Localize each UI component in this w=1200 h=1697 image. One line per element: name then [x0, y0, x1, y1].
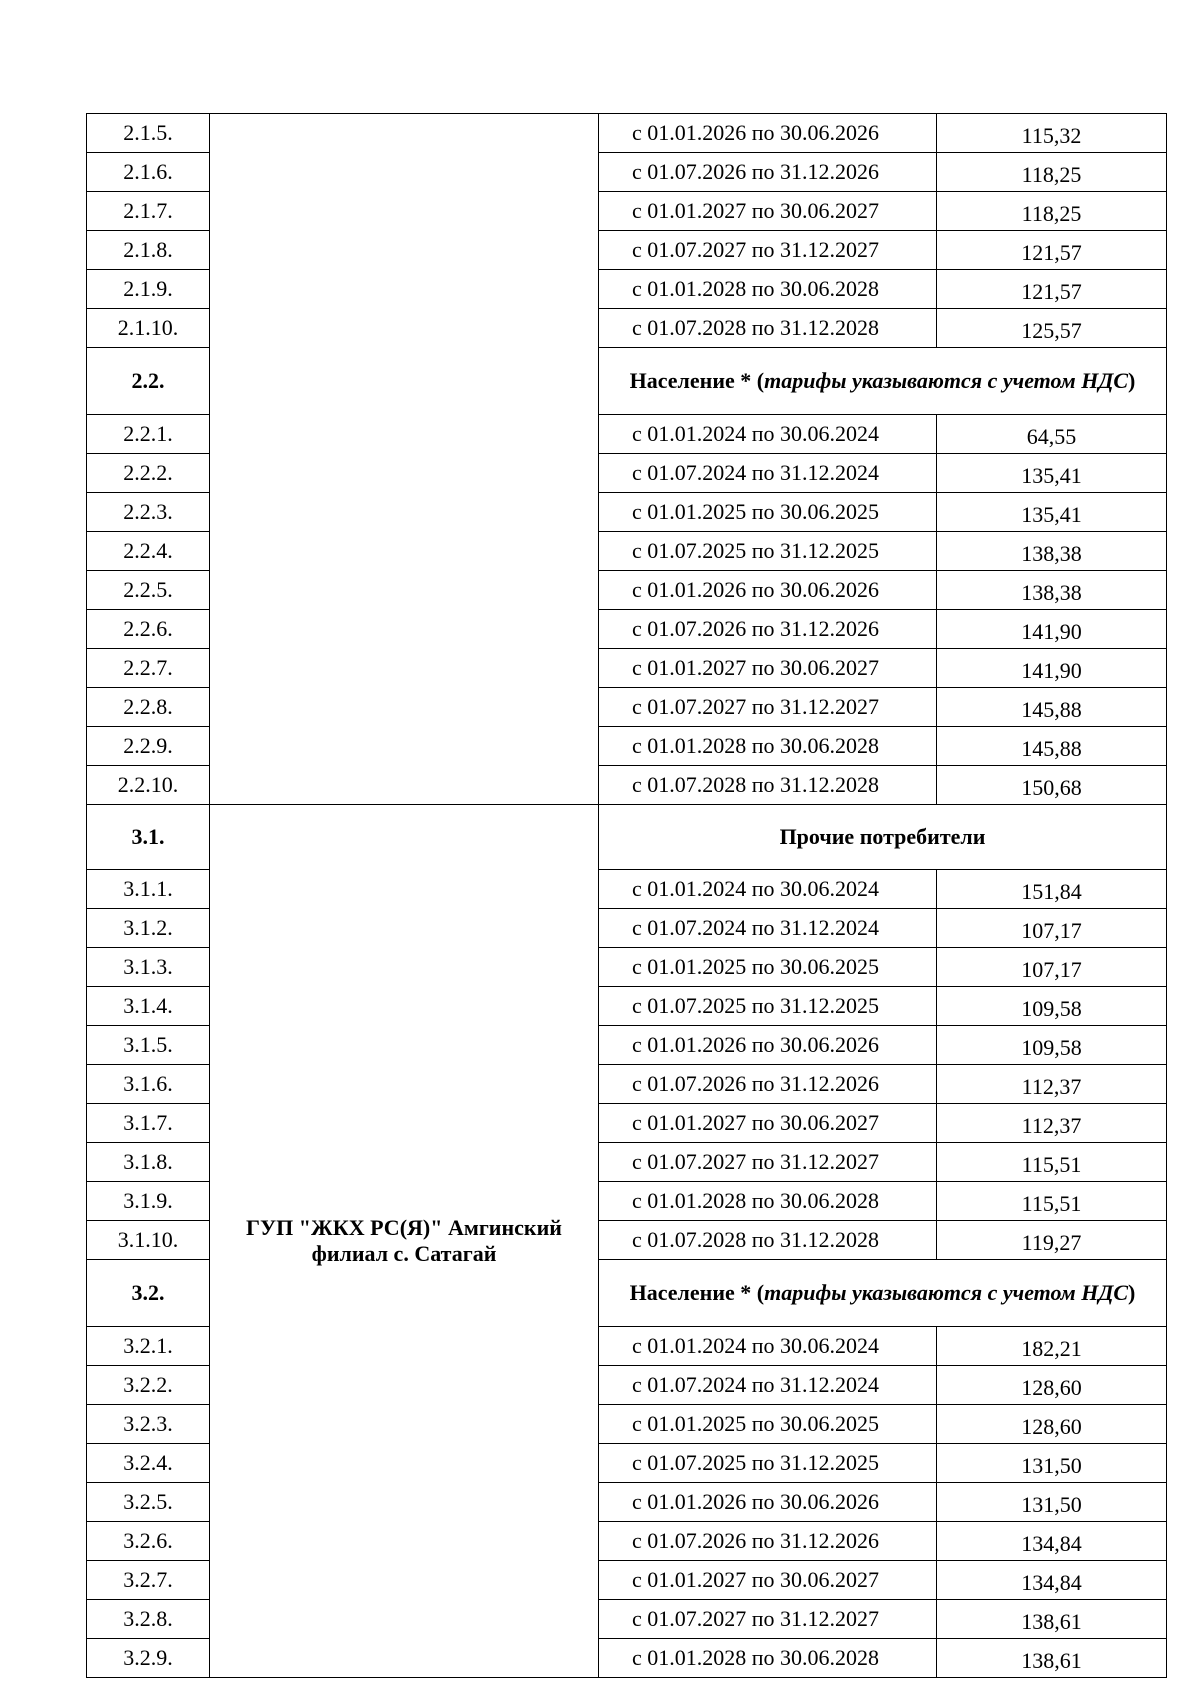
period-cell: с 01.01.2025 по 30.06.2025 — [599, 1405, 937, 1444]
row-number: 3.2.7. — [87, 1561, 210, 1600]
tariff-value: 134,84 — [937, 1522, 1167, 1561]
row-number: 3.2.9. — [87, 1639, 210, 1678]
section-header-row — [87, 805, 1167, 870]
tariff-value: 107,17 — [937, 909, 1167, 948]
tariff-value: 107,17 — [937, 948, 1167, 987]
tariff-value: 138,38 — [937, 571, 1167, 610]
row-number: 3.1.6. — [87, 1065, 210, 1104]
section-title-italic: тарифы указываются с учетом НДС — [764, 1280, 1129, 1305]
tariff-table — [86, 113, 1167, 1678]
tariff-value: 138,61 — [937, 1600, 1167, 1639]
tariff-value: 131,50 — [937, 1483, 1167, 1522]
period-cell: с 01.07.2024 по 31.12.2024 — [599, 454, 937, 493]
period-cell: с 01.01.2027 по 30.06.2027 — [599, 192, 937, 231]
tariff-value: 151,84 — [937, 870, 1167, 909]
tariff-value: 145,88 — [937, 688, 1167, 727]
tariff-value: 109,58 — [937, 987, 1167, 1026]
tariff-value: 112,37 — [937, 1065, 1167, 1104]
period-cell: с 01.07.2026 по 31.12.2026 — [599, 153, 937, 192]
period-cell: с 01.07.2026 по 31.12.2026 — [599, 610, 937, 649]
row-number: 2.1.7. — [87, 192, 210, 231]
row-number: 3.1.8. — [87, 1143, 210, 1182]
section-title-bold: Население * ( — [629, 368, 765, 393]
tariff-value: 182,21 — [937, 1327, 1167, 1366]
tariff-value: 119,27 — [937, 1221, 1167, 1260]
period-cell: с 01.01.2025 по 30.06.2025 — [599, 493, 937, 532]
row-number: 3.1.2. — [87, 909, 210, 948]
tariff-value: 145,88 — [937, 727, 1167, 766]
row-number: 2.2.1. — [87, 415, 210, 454]
period-cell: с 01.01.2028 по 30.06.2028 — [599, 1182, 937, 1221]
row-number: 2.2.6. — [87, 610, 210, 649]
period-cell: с 01.01.2028 по 30.06.2028 — [599, 1639, 937, 1678]
tariff-value: 141,90 — [937, 649, 1167, 688]
tariff-value: 138,61 — [937, 1639, 1167, 1678]
period-cell: с 01.01.2026 по 30.06.2026 — [599, 114, 937, 153]
period-cell: с 01.07.2028 по 31.12.2028 — [599, 309, 937, 348]
tariff-value: 135,41 — [937, 454, 1167, 493]
row-number: 3.2.6. — [87, 1522, 210, 1561]
tariff-value: 128,60 — [937, 1366, 1167, 1405]
period-cell: с 01.07.2027 по 31.12.2027 — [599, 231, 937, 270]
section-number: 3.2. — [87, 1260, 210, 1327]
row-number: 2.1.9. — [87, 270, 210, 309]
tariff-value: 109,58 — [937, 1026, 1167, 1065]
row-number: 3.1.5. — [87, 1026, 210, 1065]
section-title-italic: тарифы указываются с учетом НДС — [764, 368, 1129, 393]
tariff-value: 115,51 — [937, 1143, 1167, 1182]
row-number: 3.1.9. — [87, 1182, 210, 1221]
row-number: 2.1.5. — [87, 114, 210, 153]
tariff-value: 118,25 — [937, 192, 1167, 231]
tariff-value: 131,50 — [937, 1444, 1167, 1483]
row-number: 3.2.5. — [87, 1483, 210, 1522]
period-cell: с 01.07.2024 по 31.12.2024 — [599, 909, 937, 948]
period-cell: с 01.07.2027 по 31.12.2027 — [599, 1600, 937, 1639]
tariff-value: 115,32 — [937, 114, 1167, 153]
section-title — [599, 348, 1167, 415]
row-number: 3.1.10. — [87, 1221, 210, 1260]
period-cell: с 01.07.2028 по 31.12.2028 — [599, 766, 937, 805]
row-number: 3.1.1. — [87, 870, 210, 909]
period-cell: с 01.01.2027 по 30.06.2027 — [599, 649, 937, 688]
table-row — [87, 114, 1167, 153]
row-number: 2.1.8. — [87, 231, 210, 270]
row-number: 2.1.10. — [87, 309, 210, 348]
row-number: 2.2.9. — [87, 727, 210, 766]
period-cell: с 01.07.2024 по 31.12.2024 — [599, 1366, 937, 1405]
section-number: 3.1. — [87, 805, 210, 870]
row-number: 2.2.8. — [87, 688, 210, 727]
period-cell: с 01.07.2027 по 31.12.2027 — [599, 1143, 937, 1182]
period-cell: с 01.07.2025 по 31.12.2025 — [599, 1444, 937, 1483]
row-number: 2.2.7. — [87, 649, 210, 688]
row-number: 2.2.3. — [87, 493, 210, 532]
period-cell: с 01.01.2027 по 30.06.2027 — [599, 1104, 937, 1143]
section-title-end: ) — [1128, 1280, 1136, 1305]
period-cell: с 01.01.2028 по 30.06.2028 — [599, 727, 937, 766]
period-cell: с 01.01.2024 по 30.06.2024 — [599, 1327, 937, 1366]
row-number: 2.2.5. — [87, 571, 210, 610]
row-number: 3.1.4. — [87, 987, 210, 1026]
period-cell: с 01.01.2024 по 30.06.2024 — [599, 415, 937, 454]
section-number: 2.2. — [87, 348, 210, 415]
row-number: 3.1.7. — [87, 1104, 210, 1143]
row-number: 3.2.2. — [87, 1366, 210, 1405]
row-number: 2.2.10. — [87, 766, 210, 805]
period-cell: с 01.01.2027 по 30.06.2027 — [599, 1561, 937, 1600]
tariff-value: 121,57 — [937, 270, 1167, 309]
period-cell: с 01.01.2024 по 30.06.2024 — [599, 870, 937, 909]
tariff-value: 125,57 — [937, 309, 1167, 348]
row-number: 2.1.6. — [87, 153, 210, 192]
period-cell: с 01.07.2027 по 31.12.2027 — [599, 688, 937, 727]
row-number: 2.2.4. — [87, 532, 210, 571]
tariff-value: 115,51 — [937, 1182, 1167, 1221]
tariff-value: 150,68 — [937, 766, 1167, 805]
period-cell: с 01.01.2025 по 30.06.2025 — [599, 948, 937, 987]
period-cell: с 01.07.2025 по 31.12.2025 — [599, 532, 937, 571]
period-cell: с 01.01.2026 по 30.06.2026 — [599, 1483, 937, 1522]
row-number: 3.2.1. — [87, 1327, 210, 1366]
row-number: 2.2.2. — [87, 454, 210, 493]
period-cell: с 01.01.2026 по 30.06.2026 — [599, 1026, 937, 1065]
organization-cell-empty — [210, 114, 599, 805]
tariff-value: 141,90 — [937, 610, 1167, 649]
tariff-value: 118,25 — [937, 153, 1167, 192]
tariff-value: 64,55 — [937, 415, 1167, 454]
row-number: 3.2.3. — [87, 1405, 210, 1444]
row-number: 3.2.8. — [87, 1600, 210, 1639]
section-title-end: ) — [1128, 368, 1136, 393]
section-title-bold: Население * ( — [629, 1280, 765, 1305]
section-title — [599, 1260, 1167, 1327]
tariff-value: 134,84 — [937, 1561, 1167, 1600]
tariff-value: 112,37 — [937, 1104, 1167, 1143]
period-cell: с 01.07.2026 по 31.12.2026 — [599, 1522, 937, 1561]
section-title: Прочие потребители — [599, 805, 1167, 870]
row-number: 3.1.3. — [87, 948, 210, 987]
period-cell: с 01.07.2026 по 31.12.2026 — [599, 1065, 937, 1104]
tariff-value: 121,57 — [937, 231, 1167, 270]
period-cell: с 01.01.2028 по 30.06.2028 — [599, 270, 937, 309]
tariff-value: 128,60 — [937, 1405, 1167, 1444]
period-cell: с 01.07.2025 по 31.12.2025 — [599, 987, 937, 1026]
tariff-value: 135,41 — [937, 493, 1167, 532]
row-number: 3.2.4. — [87, 1444, 210, 1483]
organization-name: ГУП "ЖКХ РС(Я)" Амгинский филиал с. Сатагай — [210, 805, 599, 1678]
tariff-value: 138,38 — [937, 532, 1167, 571]
period-cell: с 01.01.2026 по 30.06.2026 — [599, 571, 937, 610]
period-cell: с 01.07.2028 по 31.12.2028 — [599, 1221, 937, 1260]
